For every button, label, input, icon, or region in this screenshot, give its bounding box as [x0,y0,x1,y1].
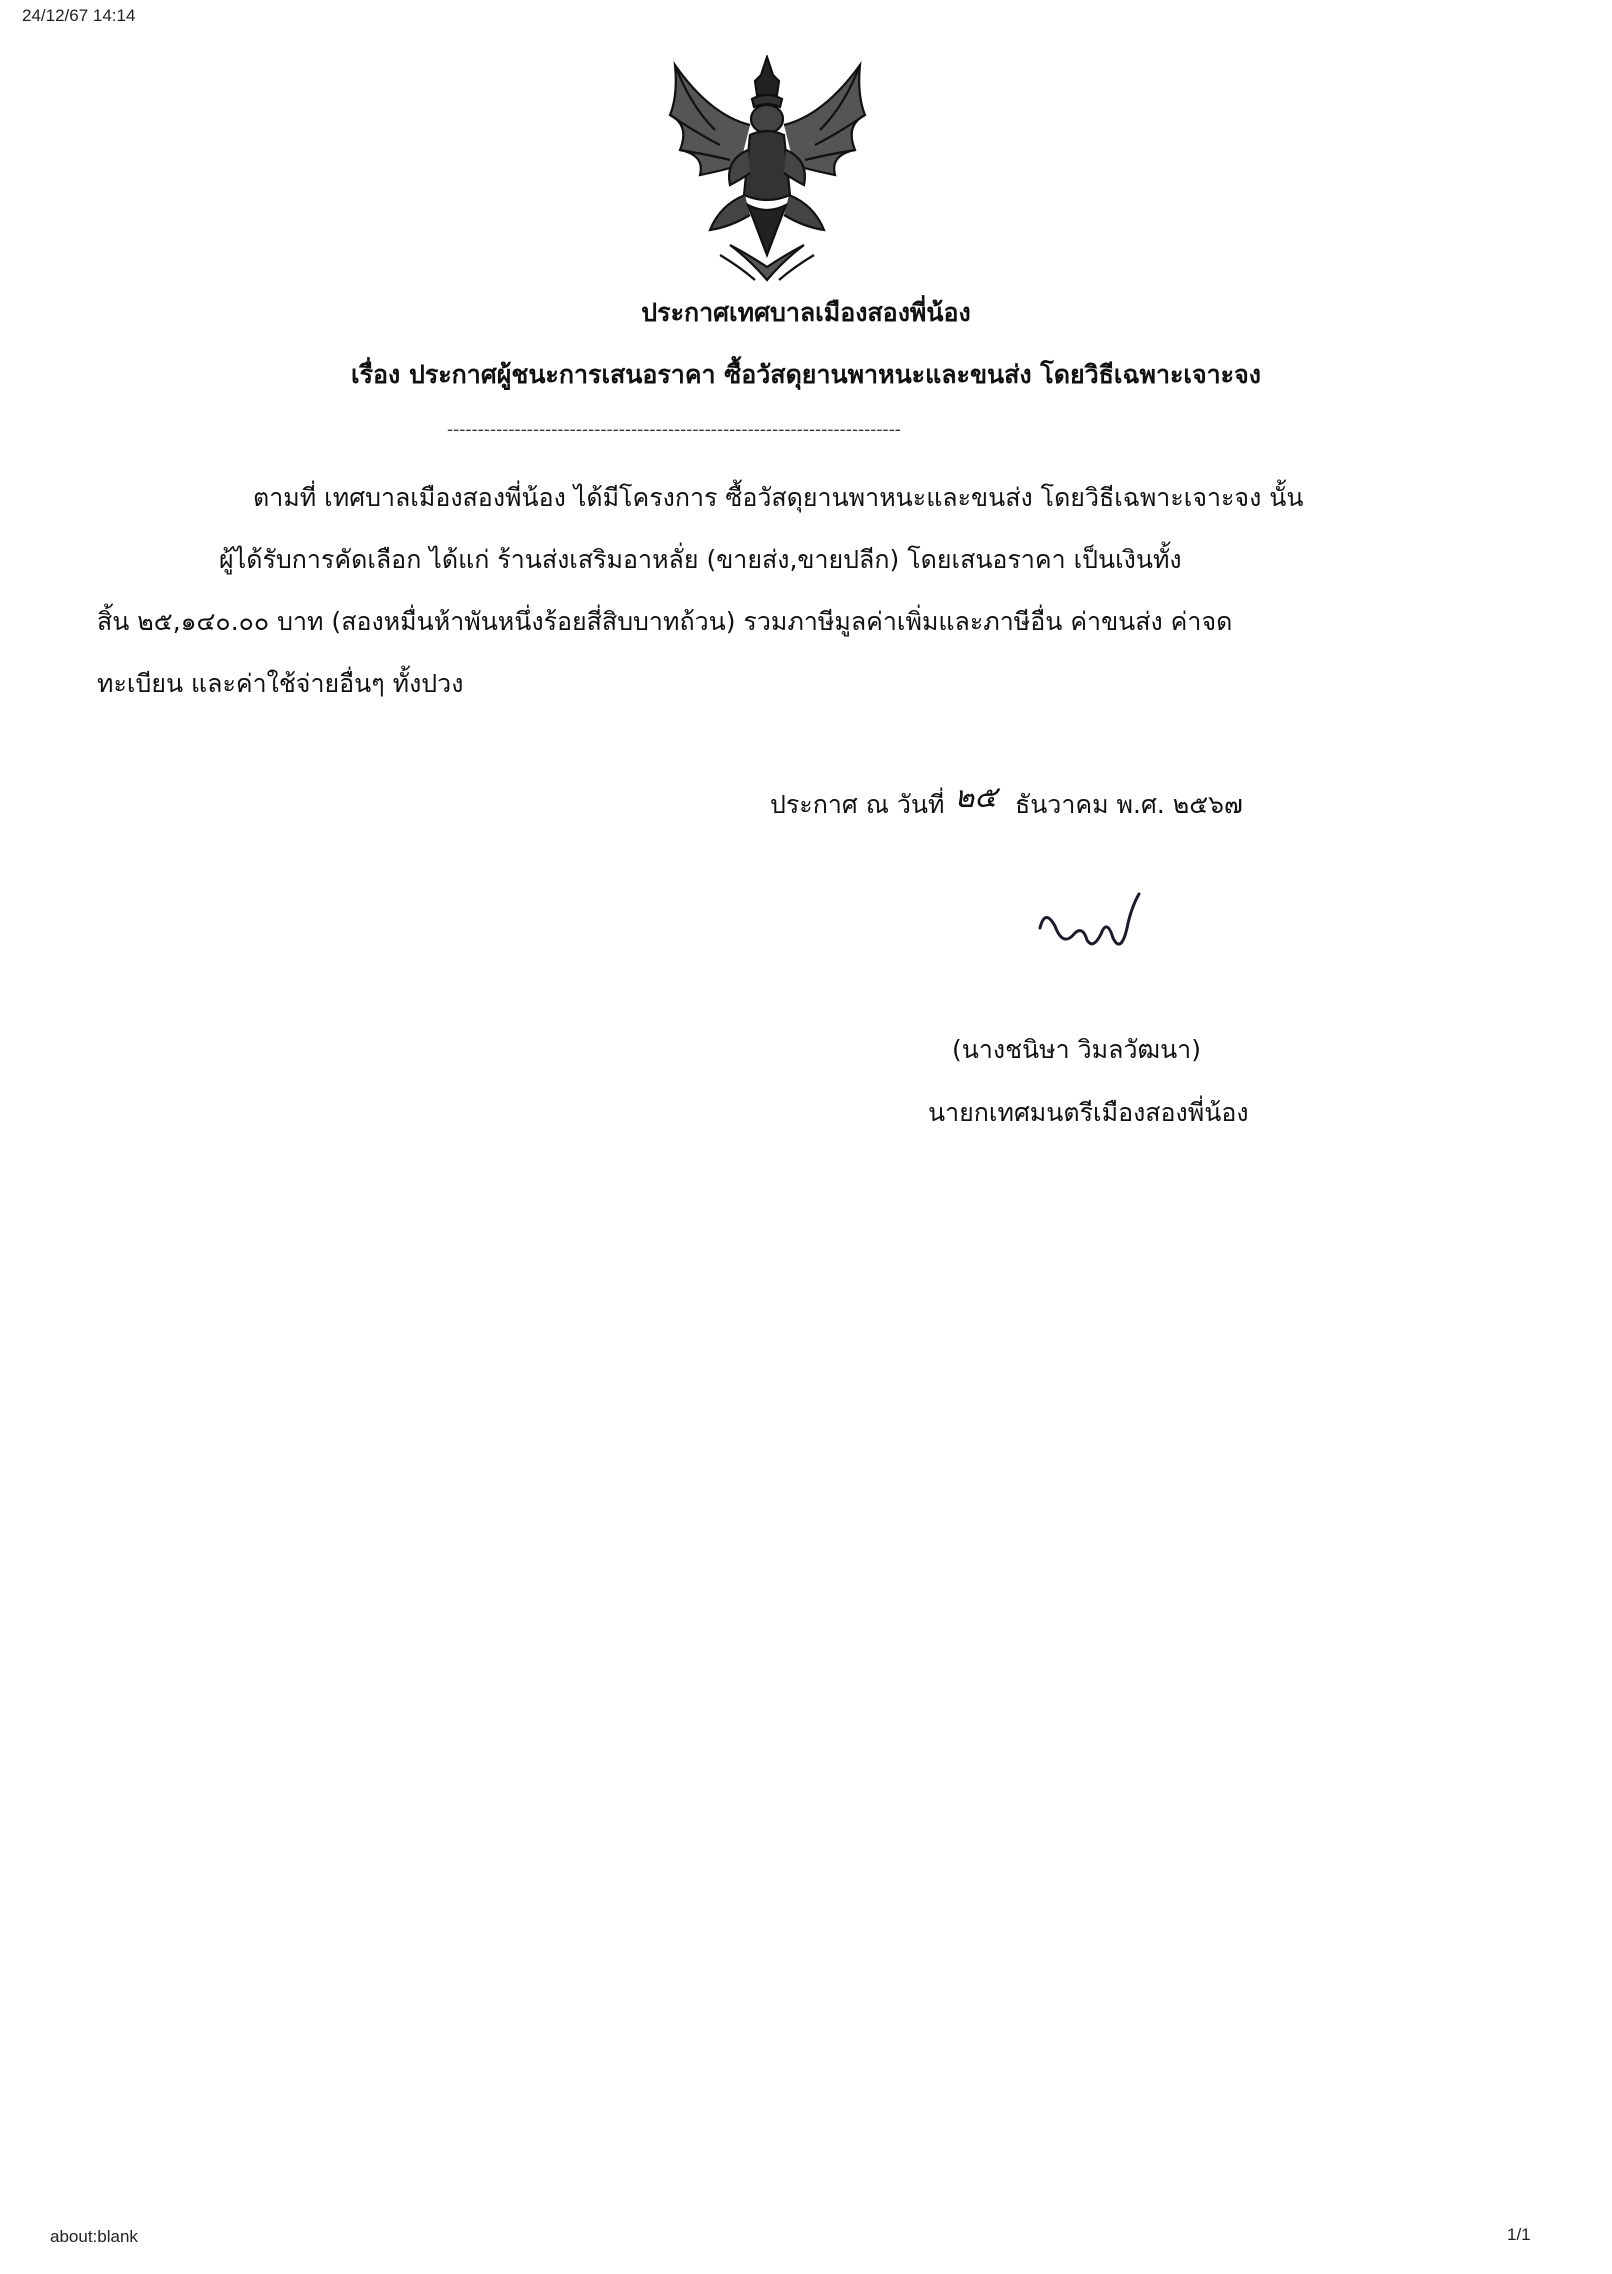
garuda-emblem-icon [660,55,875,285]
print-url: about:blank [50,2227,138,2246]
body-text-line: สิ้น ๒๕,๑๔๐.๐๐ บาท (สองหมื่นห้าพันหนึ่งร้อยสี่สิบบาทถ้วน) รวมภาษีมูลค่าเพิ่มและภาษีอื่น ค่าขนส่ง ค่าจด [97,607,1233,636]
signer-position: นายกเทศมนตรีเมืองสองพี่น้อง [928,1098,1249,1127]
heading-divider: -------------------------------------------------------------------------- [447,420,901,440]
date-month-year: ธันวาคม พ.ศ. ๒๕๖๗ [1014,790,1243,819]
announcement-date [770,780,1243,827]
print-datetime: 24/12/67 14:14 [22,6,136,25]
document-subject: เรื่อง ประกาศผู้ชนะการเสนอราคา ซื้อวัสดุยานพาหนะและขนส่ง โดยวิธีเฉพาะเจาะจง [351,360,1261,389]
body-text-line: ตามที่ เทศบาลเมืองสองพี่น้อง ได้มีโครงการ ซื้อวัสดุยานพาหนะและขนส่ง โดยวิธีเฉพาะเจาะจง นั้น [253,483,1304,512]
body-text-line: ทะเบียน และค่าใช้จ่ายอื่นๆ ทั้งปวง [97,669,464,698]
date-day-handwritten: ๒๕ [954,780,997,815]
signer-name: (นางชนิษา วิมลวัฒนา) [952,1035,1201,1064]
body-text-line: ผู้ได้รับการคัดเลือก ได้แก่ ร้านส่งเสริมอาหลั่ย (ขายส่ง,ขายปลีก) โดยเสนอราคา เป็นเงินทั้ง [219,545,1182,574]
signature-icon [1035,888,1145,958]
document-title: ประกาศเทศบาลเมืองสองพี่น้อง [641,298,971,327]
print-page-number: 1/1 [1507,2225,1531,2244]
date-prefix: ประกาศ ณ วันที่ [770,790,945,819]
